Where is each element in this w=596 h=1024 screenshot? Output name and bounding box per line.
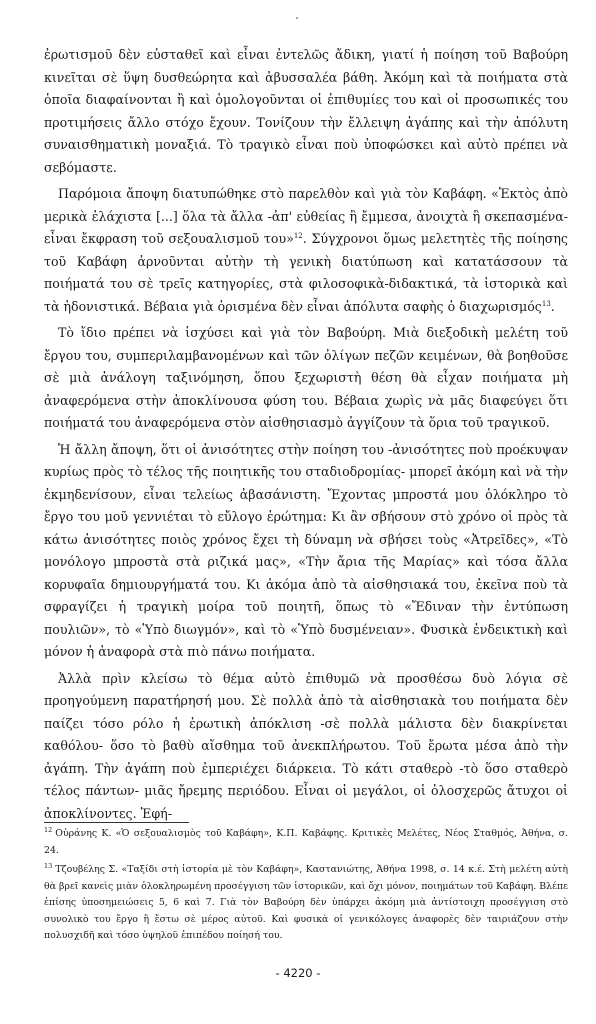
paragraph-text: . Σύγχρονοι ὅμως μελετητὲς τῆς ποίησης τοῦ Καβάφη ἀρνοῦνται αὐτὴν τὴ γενικὴ διατύπωση καὶ κατατάσσουν τὰ ποιήματά του σὲ τρεῖς κατηγορίες, στὰ φιλοσοφικὰ-διδακτικά, τὰ ἱστορικὰ καὶ τὰ ἡδονιστικά. Βέβαια γιὰ ὁρισμένα δὲν εἶναι ἀπόλυτα σαφὴς ὁ διαχωρισμός — [44, 231, 568, 314]
body-text — [44, 44, 568, 829]
footnote-13 — [44, 862, 568, 945]
page-number: - 4220 - — [275, 966, 321, 980]
paragraph-text: Τὸ ἴδιο πρέπει νὰ ἰσχύσει καὶ γιὰ τὸν Βαβούρη. Μιὰ διεξοδικὴ μελέτη τοῦ ἔργου του, συμπεριλαμβανομένων καὶ τῶν ὀλίγων πεζῶν κειμένων, θὰ βοηθοῦσε σὲ μιὰ ἀνάλογη ταξινόμηση, ὅπου ξεχωριστὴ θέση θὰ εἶχαν ποιήματα μὴ ἀναφερόμενα στὴν ἀποκλίνουσα φύση του. Βέβαια χωρὶς νὰ μᾶς διαφεύγει ὅτι ποιήματά του ἀναφερόμενα στὸν αἰσθησιασμὸ ἀγγίζουν τὰ ὅρια τοῦ τραγικοῦ. — [44, 325, 568, 430]
footnote-number: 12 — [44, 825, 53, 834]
paragraph-text: Ἡ ἄλλη ἄποψη, ὅτι οἱ ἀνισότητες στὴν ποίηση του -ἀνισότητες ποὺ προέκυψαν κυρίως πρὸς τὸ τέλος τῆς ποιητικῆς του σταδιοδρομίας- μπορεῖ ἀκόμη καὶ νὰ τὴν ἐκμηδενίσουν, εἶναι τελείως ἀβασάνιστη. Ἔχοντας μπροστά μου ὁλόκληρο τὸ ἔργο του μοῦ γεννιέται τὸ εὔλογο ἐρώτημα: Κι ἂν σβήσουν στὸ χρόνο οἱ πρὸς τὰ κάτω ἀνισότητες ποιὸς χρόνος ἔχει τὴ δύναμη νὰ σβήσει τοὺς «Ἀτρεῖδες», «Τὸ μονόλογο μπροστὰ στὰ ριζικά μας», «Τὴν ἄρια τῆς Μαρίας» καὶ τόσα ἄλλα κορυφαῖα δημιουργήματά του. Κι ἀκόμα ἀπὸ τὰ αἰσθησιακά του, ἐκεῖνα ποὺ τὰ σφραγίζει ἡ τραγικὴ μοίρα τοῦ ποιητῆ, ὅπως τὸ «Ἔδιναν τὴν ἐντύπωση πουλιῶν», τὸ «Ὑπὸ διωγμόν», καὶ τὸ «Ὑπὸ δυσμένειαν». Φυσικὰ ἐνδεικτικὴ καὶ μόνον ἡ ἀναφορὰ στὰ πιὸ πάνω ποιήματα. — [44, 441, 568, 659]
paragraph-5 — [44, 668, 568, 826]
paragraph-1 — [44, 44, 568, 179]
paragraph-text: ἐρωτισμοῦ δὲν εὐσταθεῖ καὶ εἶναι ἐντελῶς ἄδικη, γιατί ἡ ποίηση τοῦ Βαβούρη κινεῖται σὲ ὕψη δυσθεώρητα καὶ ἀβυσσαλέα βάθη. Ἀκόμη καὶ τὰ ποιήματα στὰ ὁποῖα διαφαίνονται ἢ καὶ ὁμολογοῦνται οἱ ἐπιθυμίες του καὶ οἱ προσωπικές του προτιμήσεις ἄλλο στόχο ἔχουν. Τονίζουν τὴν ἔλλειψη ἀγάπης καὶ τὴν ἀπόλυτη συναισθηματικὴ μοναξιά. Τὸ τραγικὸ εἶναι ποὺ ὑποφώσκει καὶ αὐτὸ πρέπει νὰ σεβόμαστε. — [44, 47, 568, 175]
paragraph-3 — [44, 322, 568, 435]
footnote-text: Τζουβέλης Σ. «Ταξίδι στὴ ἱστορία μὲ τὸν Καβάφη», Καστανιώτης, Ἀθήνα 1998, σ. 14 κ.έ. Στὴ μελέτη αὐτὴ θὰ βρεῖ κανεὶς μιὰν ὁλοκληρωμένη προσέγγιση τῶν ἱστορικῶν, καὶ ὄχι μόνον, ποιημάτων τοῦ Καβάφη. Βλέπε ἐπίσης ὑποσημειώσεις 5, 6 καὶ 7. Γιὰ τὸν Βαβούρη δὲν ὑπάρχει ἀκόμη μιὰ ἀντίστοιχη προσέγγιση στὸ συνολικὸ του ἔργο ἢ ἔστω σὲ μέρος αὐτοῦ. Καὶ φυσικὰ οἱ γενικόλογες ἀναφορὲς δὲν ταιριάζουν στὴν πολυσχιδῆ καὶ τόσο ὑψηλοῦ ἐπιπέδου ποίησή του. — [44, 864, 568, 941]
paragraph-4 — [44, 439, 568, 664]
paragraph-text: Παρόμοια ἄποψη διατυπώθηκε στὸ παρελθὸν καὶ γιὰ τὸν Καβάφη. «Ἐκτὸς ἀπὸ μερικὰ ἐλάχιστα [...] ὅλα τὰ ἄλλα -ἀπ' εὐθείας ἢ ἔμμεσα, ἀνοιχτὰ ἢ σκεπασμένα- εἶναι ἔκφραση τοῦ σεξουαλισμοῦ του» — [44, 186, 568, 246]
footnote-ref-12[interactable]: 12 — [293, 231, 303, 240]
footnote-number: 13 — [44, 861, 53, 870]
footnote-divider — [44, 822, 189, 823]
footnotes — [44, 826, 568, 948]
footnote-12 — [44, 826, 568, 859]
footnote-text: Οὐράνης Κ. «Ὁ σεξουαλισμὸς τοῦ Καβάφη», Κ.Π. Καβάφης. Κριτικὲς Μελέτες, Νέος Σταθμός, Ἀθήνα, σ. 24. — [44, 828, 568, 856]
paragraph-2 — [44, 183, 568, 318]
scan-speck — [296, 17, 298, 19]
footnote-ref-13[interactable]: 13 — [541, 299, 551, 308]
paragraph-text: . — [550, 298, 555, 314]
paragraph-text: Ἀλλὰ πρὶν κλείσω τὸ θέμα αὐτὸ ἐπιθυμῶ νὰ προσθέσω δυὸ λόγια σὲ προηγούμενη παρατήρησή μου. Σὲ πολλὰ ἀπὸ τὰ αἰσθησιακὰ του ποιήματα δὲν παίζει τόσο ρόλο ἡ ἐρωτικὴ ἀπόκλιση -σὲ πολλὰ μάλιστα δὲν διακρίνεται καθόλου- ὅσο τὸ βαθὺ αἴσθημα τοῦ ἀνεκπλήρωτου. Τοῦ ἔρωτα μέσα ἀπὸ τὴν ἀγάπη. Τὴν ἀγάπη ποὺ ἐμπεριέχει διάρκεια. Τὸ κάτι σταθερὸ -τὸ ὅσο σταθερὸ τέλος πάντων- μιᾶς ἤρεμης περιόδου. Εἶναι οἱ μεγάλοι, οἱ ὁλοσχερῶς ἄτυχοι οἱ ἀποκλίνοντες. Ἐφή- — [44, 670, 568, 821]
